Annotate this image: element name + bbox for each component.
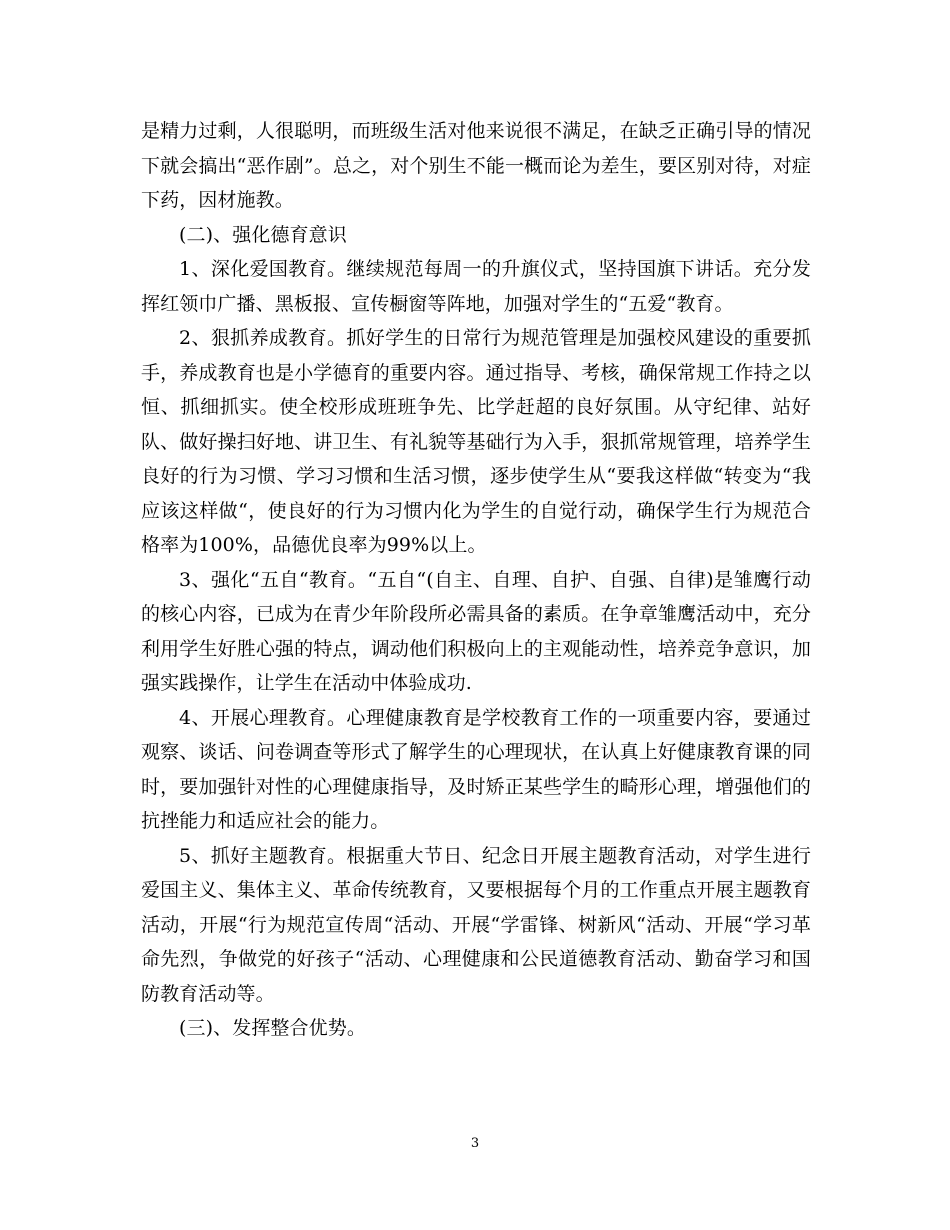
section-heading-2: (二)、强化德育意识 xyxy=(179,223,347,246)
paragraph-five-self-education: 3、强化“五自“教育。“五自“(自主、自理、自护、自强、自律)是雏鹰行动的核心内容，已成为在青少年阶段所必需具备的素质。在争章雏鹰活动中，充分利用学生好胜心强的特点，调动他们积极向上的主观能动性，培养竞争意识，加强实践操作，让学生在活动中体验成功. xyxy=(141,568,811,694)
paragraph-habit-education: 2、狠抓养成教育。抓好学生的日常行为规范管理是加强校风建设的重要抓手，养成教育也是小学德育的重要内容。通过指导、考核，确保常规工作持之以恒、抓细抓实。使全校形成班班争先、比学赶超的良好氛围。从守纪律、站好队、做好操扫好地、讲卫生、有礼貌等基础行为入手，狠抓常规管理，培养学生良好的行为习惯、学习习惯和生活习惯，逐步使学生从“要我这样做“转变为“我应该这样做“，使良好的行为习惯内化为学生的自觉行动，确保学生行为规范合格率为100%，品德优良率为99%以上。 xyxy=(141,327,811,556)
paragraph-patriotic-education: 1、深化爱国教育。继续规范每周一的升旗仪式，坚持国旗下讲话。充分发挥红领巾广播、黑板报、宣传橱窗等阵地，加强对学生的“五爱“教育。 xyxy=(141,258,811,315)
section-heading-3: (三)、发挥整合优势。 xyxy=(179,1017,366,1039)
paragraph-theme-education: 5、抓好主题教育。根据重大节日、纪念日开展主题教育活动，对学生进行爱国主义、集体主义、革命传统教育，又要根据每个月的工作重点开展主题教育活动，开展“行为规范宣传周“活动、开展“学雷锋、树新风“活动、开展“学习革命先烈，争做党的好孩子“活动、心理健康和公民道德教育活动、勤奋学习和国防教育活动等。 xyxy=(141,844,811,1005)
page-number: 3 xyxy=(470,1136,480,1151)
document-body xyxy=(141,114,811,1046)
paragraph-continuation: 是精力过剩，人很聪明，而班级生活对他来说很不满足，在缺乏正确引导的情况下就会搞出“恶作剧”。总之，对个别生不能一概而论为差生，要区别对待，对症下药，因材施教。 xyxy=(141,120,811,211)
paragraph-psychological-education: 4、开展心理教育。心理健康教育是学校教育工作的一项重要内容，要通过观察、谈话、问卷调查等形式了解学生的心理现状，在认真上好健康教育课的同时，要加强针对性的心理健康指导，及时矫正某些学生的畸形心理，增强他们的抗挫能力和适应社会的能力。 xyxy=(141,706,811,832)
